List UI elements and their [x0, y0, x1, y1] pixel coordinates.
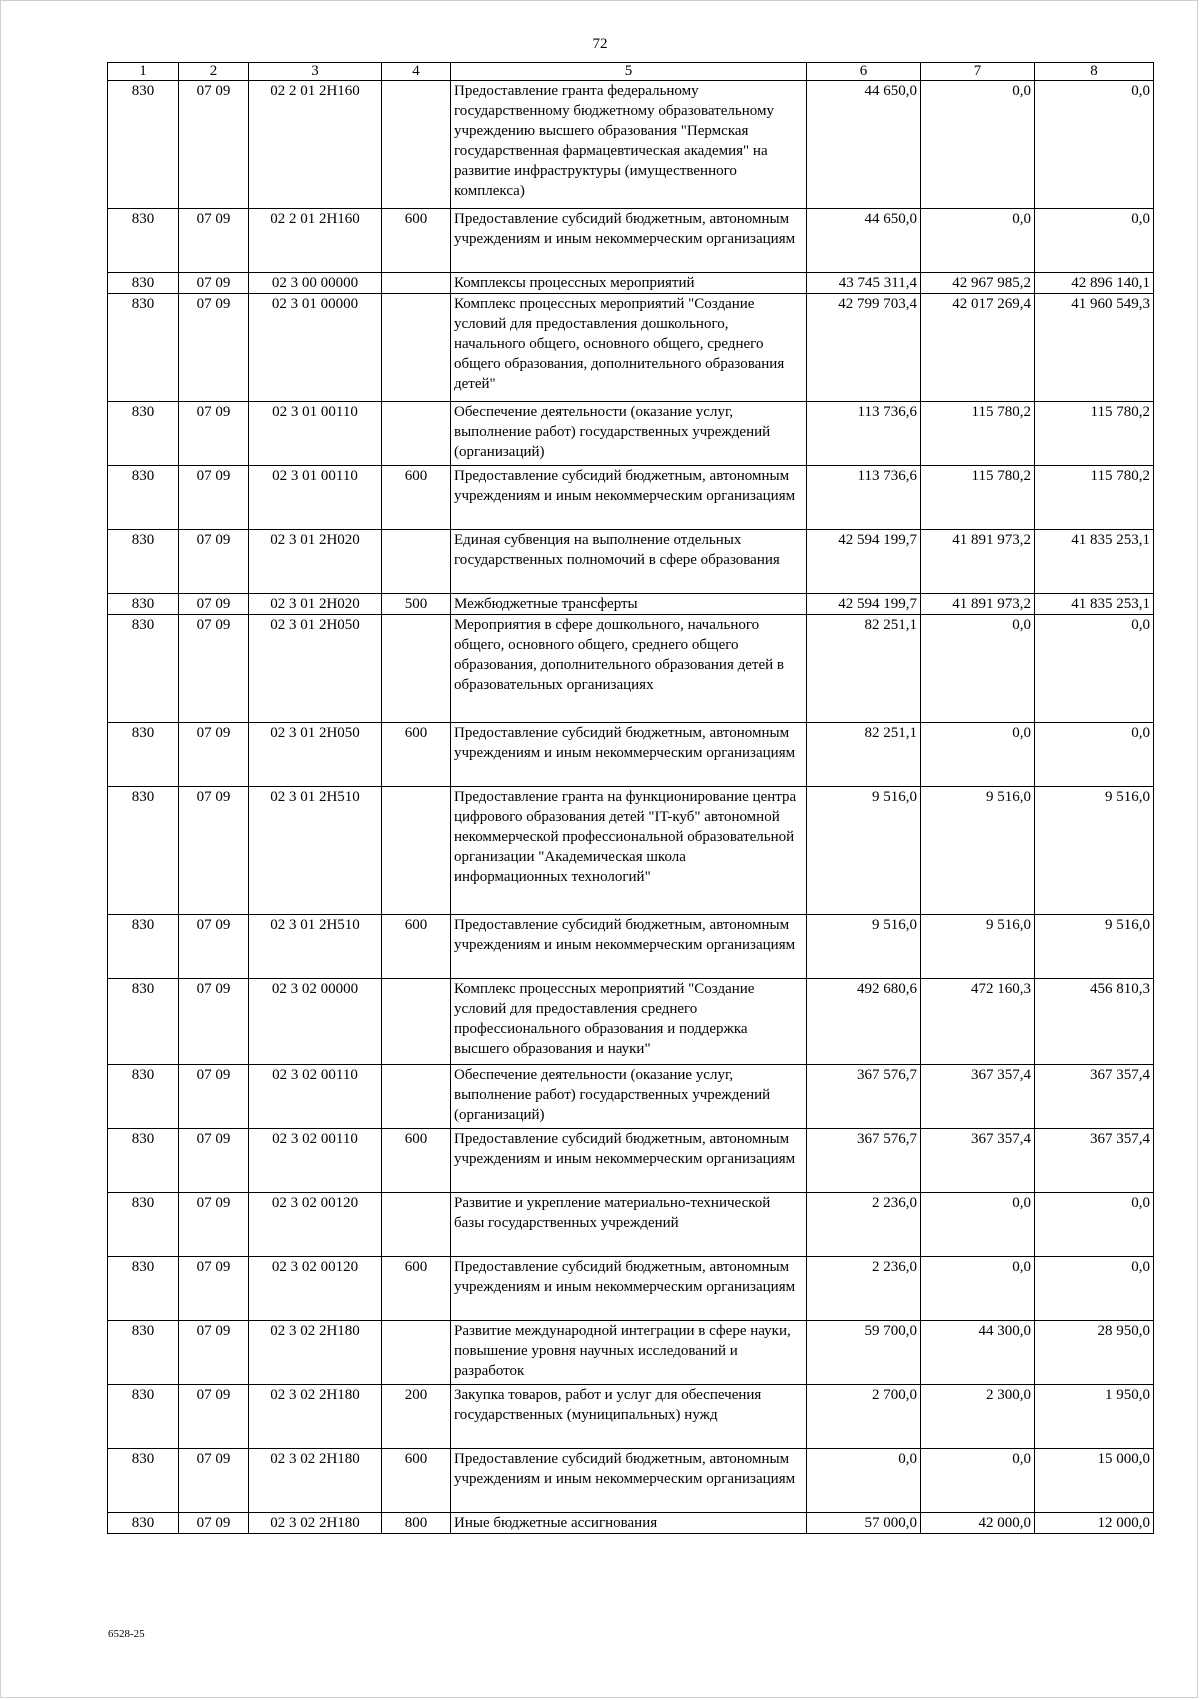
amount-year-1: 2 700,0 [807, 1385, 921, 1449]
table-row [108, 402, 1154, 466]
expense-type-code: 600 [382, 1257, 451, 1321]
amount-year-3: 0,0 [1035, 1193, 1154, 1257]
budget-admin-code: 830 [108, 723, 179, 787]
table-body [108, 81, 1154, 1534]
item-name: Иные бюджетные ассигнования [451, 1513, 807, 1534]
amount-year-3: 115 780,2 [1035, 402, 1154, 466]
table-row [108, 273, 1154, 294]
budget-admin-code: 830 [108, 1129, 179, 1193]
amount-year-1: 82 251,1 [807, 723, 921, 787]
expense-type-code [382, 530, 451, 594]
target-article-code: 02 3 01 2Н510 [249, 915, 382, 979]
table-row [108, 1129, 1154, 1193]
item-name: Комплекс процессных мероприятий "Создание условий для предоставления среднего профессионального образования и поддержка высшего образования и науки" [451, 979, 807, 1065]
section-code: 07 09 [179, 530, 249, 594]
expense-type-code: 600 [382, 723, 451, 787]
budget-table [107, 62, 1154, 1534]
column-header: 2 [179, 63, 249, 81]
item-name: Предоставление субсидий бюджетным, автономным учреждениям и иным некоммерческим организациям [451, 723, 807, 787]
amount-year-1: 42 594 199,7 [807, 530, 921, 594]
target-article-code: 02 3 02 2Н180 [249, 1385, 382, 1449]
amount-year-2: 9 516,0 [921, 787, 1035, 915]
item-name: Мероприятия в сфере дошкольного, начального общего, основного общего, среднего общего образования, дополнительного образования детей в образовательных организациях [451, 615, 807, 723]
amount-year-3: 1 950,0 [1035, 1385, 1154, 1449]
column-header: 8 [1035, 63, 1154, 81]
item-name: Развитие и укрепление материально-технической базы государственных учреждений [451, 1193, 807, 1257]
budget-admin-code: 830 [108, 402, 179, 466]
expense-type-code [382, 787, 451, 915]
expense-type-code [382, 402, 451, 466]
budget-admin-code: 830 [108, 273, 179, 294]
item-name: Обеспечение деятельности (оказание услуг, выполнение работ) государственных учреждений (организаций) [451, 402, 807, 466]
amount-year-3: 367 357,4 [1035, 1065, 1154, 1129]
item-name: Предоставление субсидий бюджетным, автономным учреждениям и иным некоммерческим организациям [451, 1257, 807, 1321]
section-code: 07 09 [179, 979, 249, 1065]
expense-type-code [382, 1193, 451, 1257]
column-header: 6 [807, 63, 921, 81]
section-code: 07 09 [179, 723, 249, 787]
table-row [108, 1257, 1154, 1321]
target-article-code: 02 3 01 00110 [249, 466, 382, 530]
section-code: 07 09 [179, 1321, 249, 1385]
item-name: Комплекс процессных мероприятий "Создание условий для предоставления дошкольного, начального общего, основного общего, среднего общего образования, дополнительного образования детей" [451, 294, 807, 402]
budget-admin-code: 830 [108, 1513, 179, 1534]
expense-type-code [382, 294, 451, 402]
target-article-code: 02 3 01 00000 [249, 294, 382, 402]
expense-type-code: 600 [382, 1129, 451, 1193]
expense-type-code [382, 979, 451, 1065]
item-name: Комплексы процессных мероприятий [451, 273, 807, 294]
budget-admin-code: 830 [108, 1065, 179, 1129]
target-article-code: 02 3 02 2Н180 [249, 1513, 382, 1534]
section-code: 07 09 [179, 1129, 249, 1193]
item-name: Предоставление субсидий бюджетным, автономным учреждениям и иным некоммерческим организациям [451, 209, 807, 273]
amount-year-1: 492 680,6 [807, 979, 921, 1065]
section-code: 07 09 [179, 915, 249, 979]
amount-year-2: 42 017 269,4 [921, 294, 1035, 402]
target-article-code: 02 3 02 00000 [249, 979, 382, 1065]
target-article-code: 02 3 01 2Н050 [249, 723, 382, 787]
table-row [108, 1321, 1154, 1385]
budget-admin-code: 830 [108, 1193, 179, 1257]
target-article-code: 02 3 01 2Н510 [249, 787, 382, 915]
budget-admin-code: 830 [108, 594, 179, 615]
target-article-code: 02 2 01 2Н160 [249, 81, 382, 209]
target-article-code: 02 3 02 00110 [249, 1129, 382, 1193]
target-article-code: 02 3 01 2Н020 [249, 594, 382, 615]
table-row [108, 209, 1154, 273]
item-name: Предоставление субсидий бюджетным, автономным учреждениям и иным некоммерческим организациям [451, 1449, 807, 1513]
amount-year-2: 367 357,4 [921, 1129, 1035, 1193]
amount-year-2: 9 516,0 [921, 915, 1035, 979]
amount-year-2: 42 000,0 [921, 1513, 1035, 1534]
amount-year-1: 9 516,0 [807, 915, 921, 979]
budget-admin-code: 830 [108, 466, 179, 530]
budget-admin-code: 830 [108, 530, 179, 594]
section-code: 07 09 [179, 294, 249, 402]
amount-year-3: 0,0 [1035, 615, 1154, 723]
amount-year-2: 41 891 973,2 [921, 530, 1035, 594]
table-row [108, 81, 1154, 209]
amount-year-1: 2 236,0 [807, 1257, 921, 1321]
section-code: 07 09 [179, 1449, 249, 1513]
table-row [108, 979, 1154, 1065]
amount-year-2: 0,0 [921, 209, 1035, 273]
target-article-code: 02 3 01 00110 [249, 402, 382, 466]
table-row [108, 1065, 1154, 1129]
section-code: 07 09 [179, 273, 249, 294]
amount-year-3: 41 960 549,3 [1035, 294, 1154, 402]
amount-year-2: 0,0 [921, 615, 1035, 723]
item-name: Предоставление субсидий бюджетным, автономным учреждениям и иным некоммерческим организациям [451, 1129, 807, 1193]
amount-year-1: 367 576,7 [807, 1129, 921, 1193]
amount-year-3: 456 810,3 [1035, 979, 1154, 1065]
amount-year-1: 42 799 703,4 [807, 294, 921, 402]
item-name: Обеспечение деятельности (оказание услуг, выполнение работ) государственных учреждений (организаций) [451, 1065, 807, 1129]
budget-admin-code: 830 [108, 615, 179, 723]
budget-admin-code: 830 [108, 915, 179, 979]
budget-admin-code: 830 [108, 1321, 179, 1385]
amount-year-3: 0,0 [1035, 1257, 1154, 1321]
section-code: 07 09 [179, 1193, 249, 1257]
target-article-code: 02 3 01 2Н020 [249, 530, 382, 594]
amount-year-2: 0,0 [921, 81, 1035, 209]
amount-year-3: 12 000,0 [1035, 1513, 1154, 1534]
column-header: 4 [382, 63, 451, 81]
amount-year-3: 28 950,0 [1035, 1321, 1154, 1385]
expense-type-code: 600 [382, 915, 451, 979]
amount-year-3: 15 000,0 [1035, 1449, 1154, 1513]
table-row [108, 1193, 1154, 1257]
amount-year-1: 57 000,0 [807, 1513, 921, 1534]
expense-type-code: 800 [382, 1513, 451, 1534]
item-name: Предоставление субсидий бюджетным, автономным учреждениям и иным некоммерческим организациям [451, 466, 807, 530]
amount-year-2: 41 891 973,2 [921, 594, 1035, 615]
amount-year-1: 367 576,7 [807, 1065, 921, 1129]
target-article-code: 02 3 00 00000 [249, 273, 382, 294]
amount-year-2: 0,0 [921, 1257, 1035, 1321]
amount-year-2: 44 300,0 [921, 1321, 1035, 1385]
amount-year-1: 2 236,0 [807, 1193, 921, 1257]
section-code: 07 09 [179, 402, 249, 466]
amount-year-2: 472 160,3 [921, 979, 1035, 1065]
amount-year-3: 41 835 253,1 [1035, 530, 1154, 594]
budget-admin-code: 830 [108, 209, 179, 273]
target-article-code: 02 3 02 00120 [249, 1257, 382, 1321]
amount-year-3: 0,0 [1035, 209, 1154, 273]
expense-type-code: 600 [382, 209, 451, 273]
amount-year-2: 0,0 [921, 1449, 1035, 1513]
item-name: Развитие международной интеграции в сфере науки, повышение уровня научных исследований и разработок [451, 1321, 807, 1385]
expense-type-code [382, 273, 451, 294]
table-row [108, 615, 1154, 723]
header-row [108, 63, 1154, 81]
section-code: 07 09 [179, 1065, 249, 1129]
budget-admin-code: 830 [108, 787, 179, 915]
amount-year-2: 0,0 [921, 723, 1035, 787]
section-code: 07 09 [179, 1257, 249, 1321]
amount-year-1: 44 650,0 [807, 209, 921, 273]
budget-admin-code: 830 [108, 979, 179, 1065]
amount-year-1: 113 736,6 [807, 466, 921, 530]
item-name: Межбюджетные трансферты [451, 594, 807, 615]
target-article-code: 02 2 01 2Н160 [249, 209, 382, 273]
budget-admin-code: 830 [108, 1257, 179, 1321]
amount-year-2: 115 780,2 [921, 466, 1035, 530]
section-code: 07 09 [179, 1513, 249, 1534]
page-number: 72 [592, 36, 608, 52]
amount-year-3: 0,0 [1035, 723, 1154, 787]
expense-type-code [382, 615, 451, 723]
amount-year-1: 0,0 [807, 1449, 921, 1513]
amount-year-3: 42 896 140,1 [1035, 273, 1154, 294]
column-header: 1 [108, 63, 179, 81]
expense-type-code: 600 [382, 466, 451, 530]
item-name: Предоставление гранта на функционирование центра цифрового образования детей "IT-куб" автономной некоммерческой профессиональной образовательной организации "Академическая школа информационных технологий" [451, 787, 807, 915]
amount-year-3: 0,0 [1035, 81, 1154, 209]
table-row [108, 1385, 1154, 1449]
amount-year-2: 0,0 [921, 1193, 1035, 1257]
column-header: 5 [451, 63, 807, 81]
section-code: 07 09 [179, 466, 249, 530]
item-name: Предоставление гранта федеральному государственному бюджетному образовательному учреждению высшего образования "Пермская государственная фармацевтическая академия" на развитие инфраструктуры (имущественного комплекса) [451, 81, 807, 209]
amount-year-1: 44 650,0 [807, 81, 921, 209]
target-article-code: 02 3 01 2Н050 [249, 615, 382, 723]
item-name: Единая субвенция на выполнение отдельных государственных полномочий в сфере образования [451, 530, 807, 594]
amount-year-3: 9 516,0 [1035, 915, 1154, 979]
table-row [108, 594, 1154, 615]
budget-admin-code: 830 [108, 1385, 179, 1449]
amount-year-3: 115 780,2 [1035, 466, 1154, 530]
section-code: 07 09 [179, 615, 249, 723]
budget-admin-code: 830 [108, 1449, 179, 1513]
target-article-code: 02 3 02 00120 [249, 1193, 382, 1257]
table-row [108, 723, 1154, 787]
item-name: Закупка товаров, работ и услуг для обеспечения государственных (муниципальных) нужд [451, 1385, 807, 1449]
amount-year-1: 9 516,0 [807, 787, 921, 915]
item-name: Предоставление субсидий бюджетным, автономным учреждениям и иным некоммерческим организациям [451, 915, 807, 979]
expense-type-code: 600 [382, 1449, 451, 1513]
target-article-code: 02 3 02 00110 [249, 1065, 382, 1129]
amount-year-1: 43 745 311,4 [807, 273, 921, 294]
table-row [108, 1513, 1154, 1534]
amount-year-2: 2 300,0 [921, 1385, 1035, 1449]
expense-type-code [382, 81, 451, 209]
amount-year-1: 113 736,6 [807, 402, 921, 466]
expense-type-code: 500 [382, 594, 451, 615]
target-article-code: 02 3 02 2Н180 [249, 1449, 382, 1513]
amount-year-2: 115 780,2 [921, 402, 1035, 466]
amount-year-2: 42 967 985,2 [921, 273, 1035, 294]
column-header: 7 [921, 63, 1035, 81]
table-row [108, 1449, 1154, 1513]
column-header: 3 [249, 63, 382, 81]
section-code: 07 09 [179, 1385, 249, 1449]
section-code: 07 09 [179, 81, 249, 209]
section-code: 07 09 [179, 787, 249, 915]
amount-year-3: 41 835 253,1 [1035, 594, 1154, 615]
amount-year-1: 82 251,1 [807, 615, 921, 723]
table-row [108, 915, 1154, 979]
expense-type-code [382, 1321, 451, 1385]
amount-year-3: 9 516,0 [1035, 787, 1154, 915]
budget-admin-code: 830 [108, 294, 179, 402]
table-row [108, 787, 1154, 915]
expense-type-code [382, 1065, 451, 1129]
amount-year-1: 59 700,0 [807, 1321, 921, 1385]
amount-year-2: 367 357,4 [921, 1065, 1035, 1129]
table-row [108, 466, 1154, 530]
table-row [108, 530, 1154, 594]
table-row [108, 294, 1154, 402]
target-article-code: 02 3 02 2Н180 [249, 1321, 382, 1385]
section-code: 07 09 [179, 594, 249, 615]
expense-type-code: 200 [382, 1385, 451, 1449]
amount-year-3: 367 357,4 [1035, 1129, 1154, 1193]
document-code: 6528-25 [108, 1628, 145, 1640]
budget-admin-code: 830 [108, 81, 179, 209]
amount-year-1: 42 594 199,7 [807, 594, 921, 615]
section-code: 07 09 [179, 209, 249, 273]
